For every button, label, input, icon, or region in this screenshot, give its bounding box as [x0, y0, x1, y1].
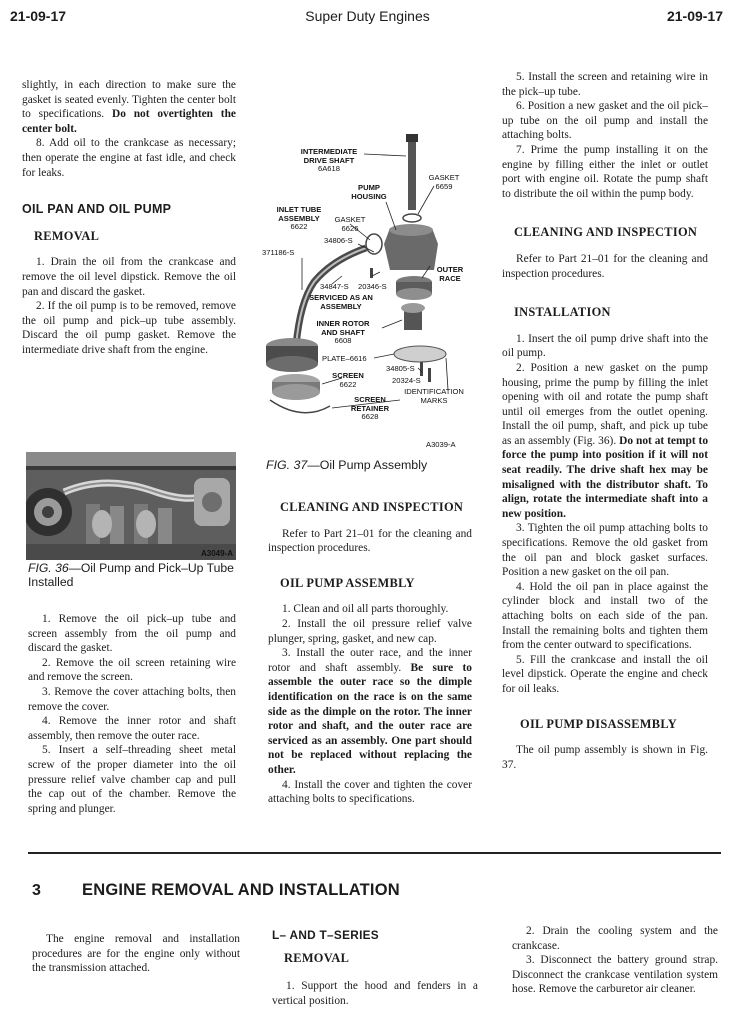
figure-37-caption: [266, 458, 427, 472]
oil-pump-assembly-diagram: [262, 132, 472, 457]
paragraph: 6. Position a new gasket and the oil pick–up tube on the oil pump and install the attaching bolts.: [502, 100, 708, 142]
paragraph: The oil pump assembly is shown in Fig. 37.: [502, 744, 708, 771]
paragraph: 1. Drain the oil from the crankcase and remove the oil level dipstick. Remove the oil pan and discard the gasket.: [22, 256, 236, 298]
paragraph: The engine removal and installation procedures are for the engine only without the transmission attached.: [32, 933, 240, 975]
paragraph: Refer to Part 21–01 for the cleaning and inspection procedures.: [268, 527, 472, 555]
paragraph: 2. If the oil pump is to be removed, remove the oil pump and pick–up tube assembly. Discard the oil pump gasket. Remove the intermediate drive shaft from the engine.: [22, 300, 236, 356]
paragraph: 4. Install the cover and tighten the cover attaching bolts to specifications.: [268, 778, 472, 806]
paragraph: 2. Remove the oil screen retaining wire and remove the screen.: [28, 656, 236, 684]
subsection-heading: OIL PUMP ASSEMBLY: [280, 575, 415, 590]
paragraph: 3. Install the outer race, and the inner rotor and shaft assembly. Be sure to assemble the outer race so the dimple identification on the race is on the same side as the dimple on the rotor. The inner rotor and shaft, and the outer race are serviced as an assembly. One part should not be replaced without replacing the other.: [268, 647, 472, 776]
page-number-right: 21-09-17: [666, 8, 723, 24]
subsection-heading: REMOVAL: [34, 228, 100, 243]
section-3-column-1: [32, 932, 240, 976]
label-drive-shaft: INTERMEDIATE DRIVE SHAFT 6A618: [300, 147, 358, 174]
subsection-heading: CLEANING AND INSPECTION: [280, 500, 464, 514]
column-3: [502, 70, 708, 772]
paragraph: 2. Position a new gasket on the pump housing, prime the pump by filling the inlet opening with oil and rotate the pump shaft until oil emerges from the outlet opening. Install the oil pump, shaft, and pick up tube as an assembly (Fig. 36). Do not at tempt to force the pump into position if it will not seat readily. The drive shaft hex may be misaligned with the distributor shaft. To align, rotate the intermediate shaft into a new position.: [502, 361, 709, 520]
engine-photo-illustration: [26, 452, 236, 560]
paragraph: 2. Drain the cooling system and the crankcase.: [512, 925, 718, 952]
paragraph: 1. Clean and oil all parts thoroughly.: [282, 603, 449, 616]
paragraph: 3. Disconnect the battery ground strap. Disconnect the crankcase ventilation system hose. Remove the carburetor air cleaner.: [512, 954, 718, 996]
label-plate: PLATE–6616: [322, 354, 367, 363]
section-3-column-2: [272, 928, 478, 1008]
subsection-heading: L– AND T–SERIES: [272, 928, 379, 942]
paragraph: Refer to Part 21–01 for the cleaning and inspection procedures.: [502, 252, 708, 280]
section-number: 3: [32, 882, 41, 899]
figure-caption-text: —Oil Pump Assembly: [307, 458, 428, 472]
label-34805: 34805-S: [386, 364, 415, 373]
running-title: Super Duty Engines: [305, 8, 430, 24]
label-371186: 371186-S: [262, 248, 295, 257]
paragraph: 3. Tighten the oil pump attaching bolts to specifications. Remove the old gasket from the oil pan and block gasket surfaces. Position a new gasket on the oil pan.: [502, 522, 708, 579]
paragraph: 5. Fill the crankcase and install the oil level dipstick. Operate the engine and check for oil leaks.: [502, 653, 708, 695]
figure-code: A3039-A: [426, 440, 456, 449]
paragraph: 4. Hold the oil pan in place against the cylinder block and install two of the attaching bolts on each side of the pan. Install the remaining bolts and tighten them from the center outward to specifications.: [502, 580, 708, 652]
section-3-column-3: [512, 924, 718, 997]
figure-number: FIG. 37: [266, 458, 308, 472]
label-34806: 34806-S: [324, 236, 353, 245]
paragraph: 7. Prime the pump installing it on the engine by filling either the inlet or outlet port with engine oil. Rotate the pump shaft to distribute the oil within the pump body.: [502, 143, 708, 200]
section-divider: [28, 852, 721, 854]
label-screen: SCREEN 6622: [332, 371, 364, 389]
oil-pump-installed-photo: [26, 452, 236, 560]
paragraph: 2. Install the oil pressure relief valve plunger, spring, gasket, and new cap.: [268, 617, 472, 645]
paragraph: 8. Add oil to the crankcase as necessary; then operate the engine at fast idle, and check for leaks.: [22, 137, 236, 179]
figure-number: FIG. 36: [28, 561, 69, 575]
paragraph: 5. Install the screen and retaining wire in the pick–up tube.: [502, 71, 708, 98]
subsection-heading: OIL PUMP DISASSEMBLY: [520, 716, 678, 731]
label-identification-marks: IDENTIFICATION MARKS: [404, 387, 464, 405]
section-title: ENGINE REMOVAL AND INSTALLATION: [82, 881, 400, 899]
page-number-left: 21-09-17: [10, 8, 67, 24]
label-inner-rotor: INNER ROTOR AND SHAFT 6608: [316, 319, 370, 346]
paragraph: slightly, in each direction to make sure the gasket is seated evenly. Tighten the center bolt to specifications. Do not overtighten the center bolt.: [22, 79, 236, 135]
label-pump-housing: PUMP HOUSING: [351, 183, 387, 201]
label-20324: 20324-S: [392, 376, 421, 385]
label-gasket-mid: GASKET 6626: [334, 215, 366, 233]
paragraph: 1. Support the hood and fenders in a vertical position.: [272, 980, 478, 1007]
label-outer-race: OUTER RACE: [436, 265, 464, 283]
photo-code: A3049-A: [200, 549, 233, 558]
column-2: [268, 500, 472, 807]
label-inlet-tube: INLET TUBE ASSEMBLY 6622: [276, 205, 322, 232]
section-heading: OIL PAN AND OIL PUMP: [22, 202, 172, 217]
subsection-heading: CLEANING AND INSPECTION: [514, 225, 698, 240]
figure-caption-text: —Oil Pump and Pick–Up Tube Installed: [28, 561, 234, 589]
label-34847: 34847-S: [320, 282, 349, 291]
label-gasket-top: GASKET 6659: [428, 173, 460, 191]
paragraph: 5. Insert a self–threading sheet metal screw of the proper diameter into the oil pressure relief valve chamber cap and pull the cap out of the chamber. Remove the spring and plunger.: [28, 744, 236, 815]
column-1-top: [22, 78, 236, 358]
paragraph: 1. Remove the oil pick–up tube and screen assembly from the oil pump and discard the gasket.: [28, 613, 236, 655]
label-serviced-assembly: SERVICED AS AN ASSEMBLY: [309, 293, 373, 311]
subsection-heading: REMOVAL: [284, 950, 350, 965]
column-1-bottom: [28, 612, 236, 816]
paragraph: 1. Insert the oil pump drive shaft into the oil pump.: [502, 332, 708, 360]
paragraph: 3. Remove the cover attaching bolts, then remove the cover.: [28, 685, 236, 713]
label-20346: 20346-S: [358, 282, 387, 291]
label-screen-retainer: SCREEN RETAINER 6628: [350, 395, 390, 422]
paragraph: 4. Remove the inner rotor and shaft assembly, then remove the outer race.: [28, 715, 236, 742]
subsection-heading: INSTALLATION: [514, 305, 611, 320]
figure-36-caption: [28, 561, 236, 589]
